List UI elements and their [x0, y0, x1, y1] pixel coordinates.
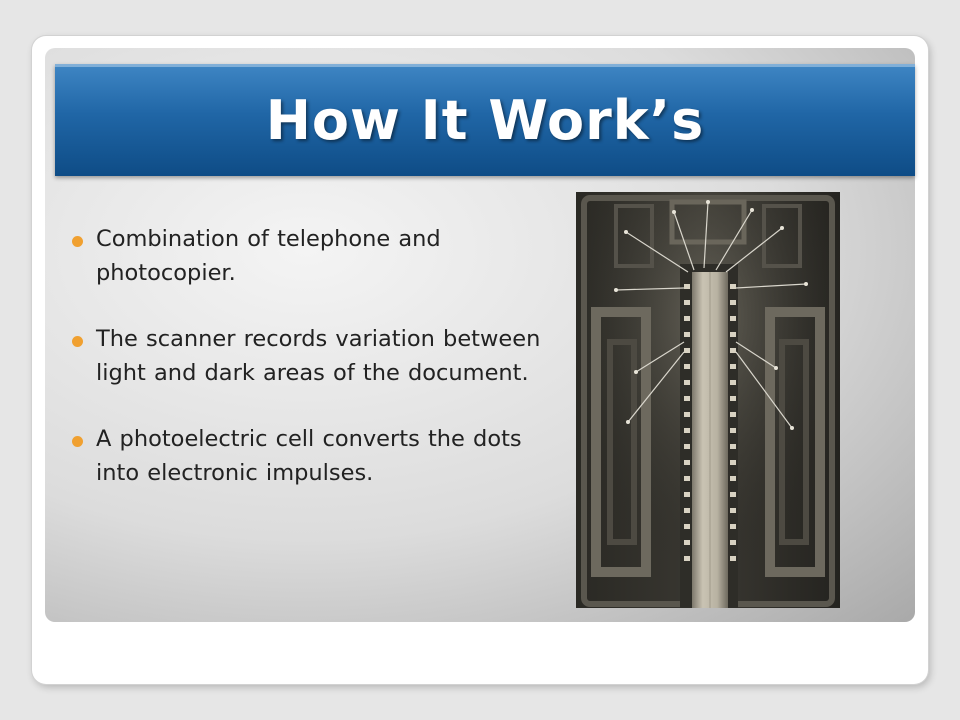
bullet-dot-icon [72, 236, 83, 247]
bullet-dot-icon [72, 336, 83, 347]
bullet-item [72, 322, 542, 390]
bullet-text: Combination of telephone and photocopier. [96, 226, 441, 286]
bullet-text: The scanner records variation between light and dark areas of the document. [96, 326, 541, 386]
scanner-chip-photo [576, 192, 840, 608]
bullet-dot-icon [72, 436, 83, 447]
title-bar [55, 64, 915, 176]
bullet-list [72, 222, 542, 522]
chip-photo-icon [576, 192, 840, 608]
slide-title: How It Work’s [265, 89, 705, 152]
bullet-text: A photoelectric cell converts the dots into electronic impulses. [96, 426, 522, 486]
bullet-item [72, 222, 542, 290]
bullet-item [72, 422, 542, 490]
